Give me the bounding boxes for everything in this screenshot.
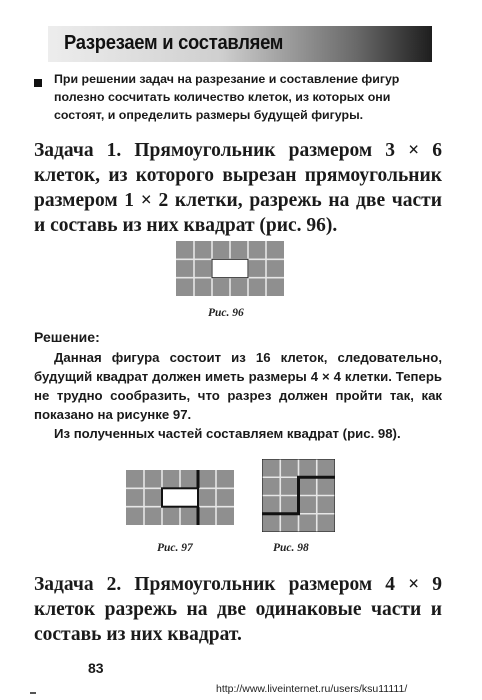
watermark-url: http://www.liveinternet.ru/users/ksu11111/	[216, 683, 408, 695]
section-title: Разрезаем и составляем	[64, 32, 284, 54]
solution-heading: Решение:	[34, 329, 100, 345]
figure-96	[176, 241, 284, 296]
solution-body	[34, 348, 442, 443]
solution-paragraph-1: Данная фигура состоит из 16 клеток, следовательно, будущий квадрат должен иметь размеры 4 × 4 клетки. Теперь не трудно сообразить, что разрез должен пройти так, как показано на рисунке 97.	[34, 350, 442, 422]
figure-97-caption: Рис. 97	[157, 542, 193, 554]
task-2-label: Задача 2.	[34, 574, 122, 595]
task-2-text: Прямоугольник размером 4 × 9 клеток разрежь на две одинаковые части и составь из них квадрат.	[34, 574, 442, 645]
figure-97	[126, 470, 234, 525]
task-1-text: Прямоугольник размером 3 × 6 клеток, из которого вырезан прямоугольник размером 1 × 2 клетки, разрежь на две части и составь из них квадрат (рис. 96).	[34, 140, 442, 236]
page-number: 83	[88, 660, 104, 676]
figure-98	[262, 459, 335, 532]
task-1-label: Задача 1.	[34, 140, 122, 161]
intro-paragraph: При решении задач на разрезание и составление фигур полезно сосчитать количество клеток, из которых они состоят, и определить размеры будущей фигуры.	[54, 72, 400, 122]
solution-paragraph-2: Из полученных частей составляем квадрат (рис. 98).	[54, 426, 401, 441]
task-2	[34, 572, 442, 647]
task-1	[34, 138, 442, 238]
corner-mark	[30, 692, 36, 694]
bullet-square-icon	[34, 79, 42, 87]
figure-98-caption: Рис. 98	[273, 542, 309, 554]
figure-96-caption: Рис. 96	[208, 307, 244, 319]
